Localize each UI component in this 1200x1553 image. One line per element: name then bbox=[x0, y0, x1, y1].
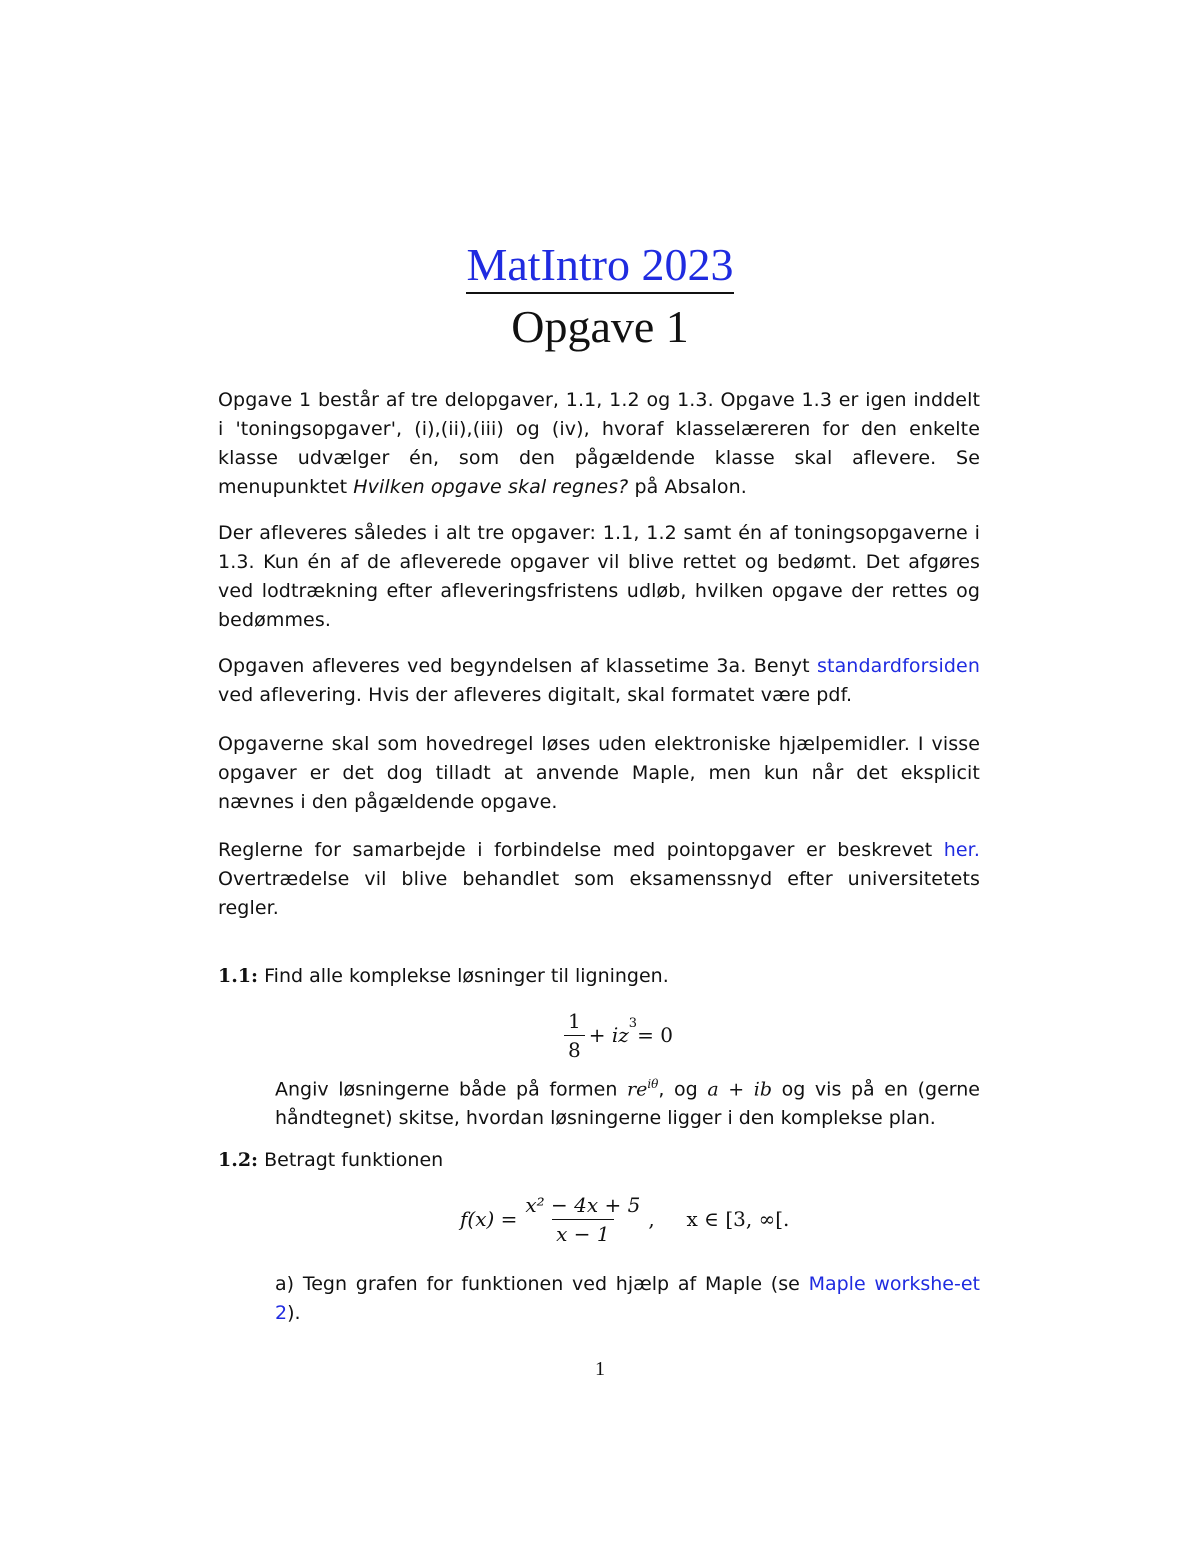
task-1-2-a-tail: ). bbox=[287, 1302, 301, 1324]
intro-paragraph-3 bbox=[218, 652, 980, 710]
function-domain: , x ∈ [3, ∞[. bbox=[648, 1207, 790, 1231]
intro-p5-text: Reglerne for samarbejde i forbindelse med pointopgaver er beskrevet bbox=[218, 839, 944, 861]
equation-exponent: 3 bbox=[628, 1016, 638, 1031]
polar-form: re bbox=[626, 1078, 648, 1101]
intro-paragraph-2: Der afleveres således i alt tre opgaver: 1.1, 1.2 samt én af toningsopgaverne i 1.3. Kun én af de afleverede opgaver vil blive rettet og bedømt. Det afgøres ved lodtrækning efter afleveringsfristens udløb, hvilken opgave der rettes og bedømmes. bbox=[218, 522, 980, 631]
function-fraction bbox=[521, 1193, 644, 1246]
assignment-title: Opgave 1 bbox=[511, 301, 689, 352]
task-1-1-sub-tail: og vis på en (gerne håndtegnet) skitse, hvordan løsningerne ligger i den komplekse plan. bbox=[275, 1078, 980, 1130]
equation-rhs: = 0 bbox=[637, 1023, 673, 1047]
fraction-denominator: 8 bbox=[564, 1035, 585, 1062]
task-1-2-a-text: a) Tegn grafen for funktionen ved hjælp af Maple (se bbox=[275, 1273, 809, 1295]
intro-paragraph-5 bbox=[218, 836, 980, 923]
intro-paragraph-4: Opgaverne skal som hovedregel løses uden elektroniske hjælpemidler. I visse opgaver er det dog tilladt at anvende Maple, men kun når det eksplicit nævnes i den pågældende opgave. bbox=[218, 733, 980, 813]
intro-paragraph-1 bbox=[218, 386, 980, 502]
page-number: 1 bbox=[595, 1358, 605, 1380]
intro-p3-tail: ved aflevering. Hvis der afleveres digitalt, skal formatet være pdf. bbox=[218, 684, 853, 706]
task-1-1-sub-text: Angiv løsningerne både på formen bbox=[275, 1078, 627, 1101]
polar-exponent: iθ bbox=[647, 1077, 659, 1091]
task-1-1-instructions bbox=[275, 1070, 980, 1133]
task-1-2-equation bbox=[460, 1188, 789, 1250]
course-title bbox=[0, 238, 1200, 292]
equation-fraction bbox=[564, 1009, 585, 1062]
intro-p3-text: Opgaven afleveres ved begyndelsen af klassetime 3a. Benyt bbox=[218, 655, 818, 677]
task-1-2-text: Betragt funktionen bbox=[258, 1149, 444, 1171]
maple-worksheet-link[interactable]: Maple workshe-et 2 bbox=[275, 1273, 980, 1324]
task-1-1-sub-mid: , og bbox=[658, 1078, 708, 1101]
task-1-2-label: 1.2: bbox=[218, 1149, 259, 1171]
menu-item-reference: Hvilken opgave skal regnes? bbox=[353, 476, 629, 498]
equation-term: + iz bbox=[588, 1023, 629, 1047]
intro-p1-tail: på Absalon. bbox=[628, 476, 747, 498]
function-denominator: x − 1 bbox=[552, 1219, 613, 1246]
function-numerator: x² − 4x + 5 bbox=[525, 1192, 641, 1217]
task-1-1-equation bbox=[560, 1002, 673, 1068]
intro-p1-text: Opgave 1 består af tre delopgaver, 1.1, 1.2 og 1.3. Opgave 1.3 er igen inddelt i 'toningsopgaver', (i),(ii),(iii) og (iv), hvoraf klasselæreren for den enkelte klasse udvælger én, som den pågældende klasse skal aflevere. Se menupunktet bbox=[218, 389, 980, 498]
task-1-1-text: Find alle komplekse løsninger til ligningen. bbox=[258, 965, 669, 987]
standardforside-link[interactable]: standardforsiden bbox=[817, 655, 980, 677]
course-title-link[interactable]: MatIntro 2023 bbox=[466, 239, 733, 294]
task-1-2-part-a bbox=[275, 1270, 980, 1328]
function-lhs: f(x) = bbox=[460, 1207, 518, 1231]
task-1-1-heading bbox=[218, 962, 980, 991]
rules-link[interactable]: her. bbox=[943, 839, 980, 861]
task-1-2-heading bbox=[218, 1146, 980, 1175]
rect-form: a + ib bbox=[707, 1078, 773, 1101]
task-1-1-label: 1.1: bbox=[218, 965, 259, 987]
fraction-numerator: 1 bbox=[568, 1008, 581, 1033]
intro-p5-tail: Overtrædelse vil blive behandlet som eksamenssnyd efter universitetets regler. bbox=[218, 868, 980, 919]
